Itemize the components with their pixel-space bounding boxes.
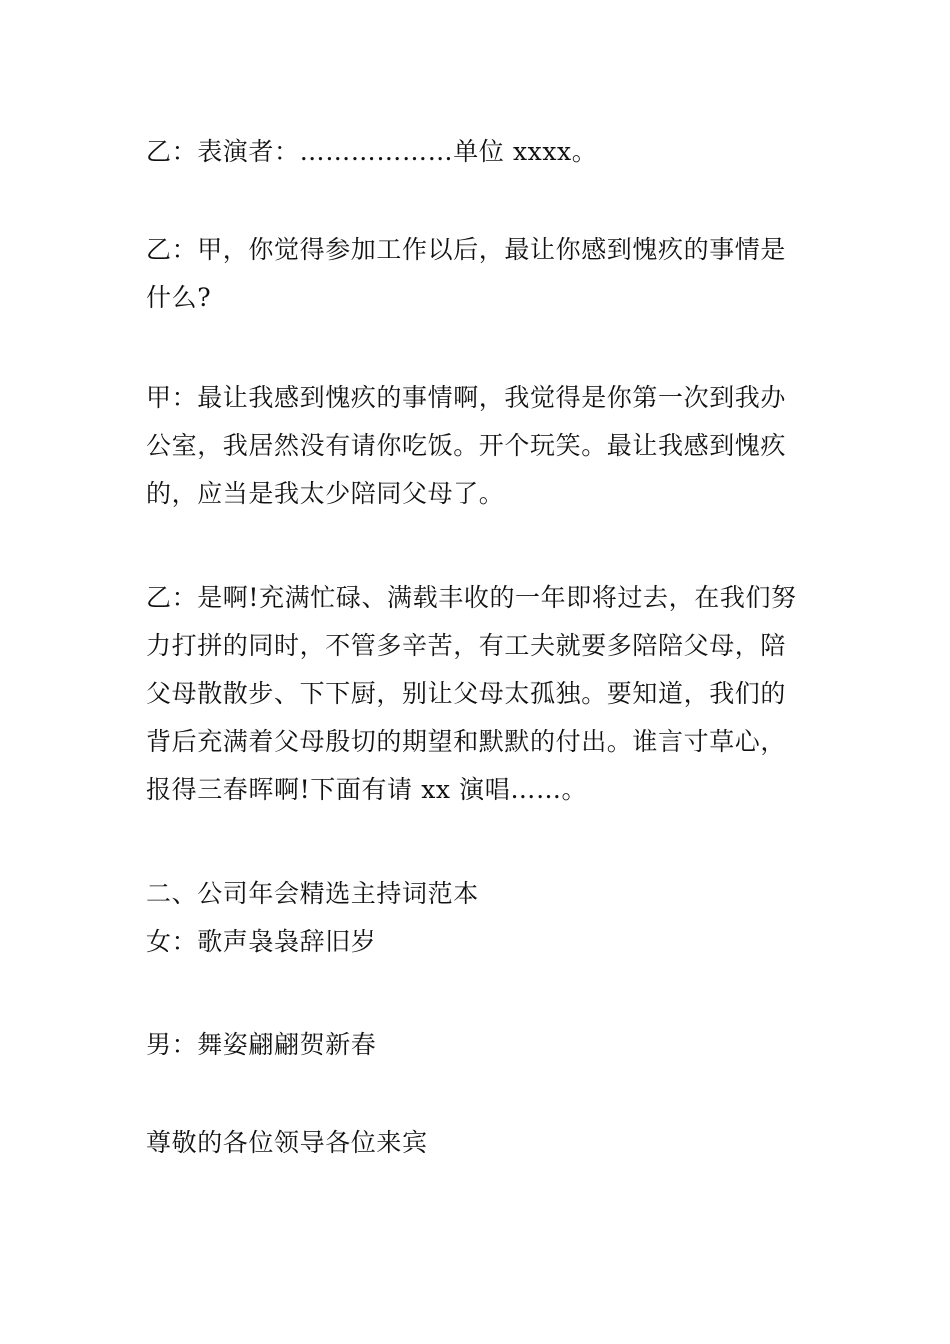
text-line: 女：歌声袅袅辞旧岁 — [146, 927, 377, 956]
text-line: 乙：是啊!充满忙碌、满载丰收的一年即将过去，在我们努 — [146, 583, 797, 612]
text-line: 背后充满着父母殷切的期望和默默的付出。谁言寸草心， — [146, 727, 787, 756]
text-line: 尊敬的各位领导各位来宾 — [146, 1128, 428, 1157]
text-line: 公室，我居然没有请你吃饭。开个玩笑。最让我感到愧疚 — [146, 431, 787, 460]
paragraph-performer — [146, 128, 810, 176]
section-heading-block — [146, 870, 810, 966]
text-line: 报得三春晖啊!下面有请 xx 演唱……。 — [146, 775, 588, 804]
text-line: 男：舞姿翩翩贺新春 — [146, 1030, 377, 1059]
text-line: 力打拼的同时，不管多辛苦，有工夫就要多陪陪父母，陪 — [146, 631, 787, 660]
section-heading: 二、公司年会精选主持词范本 — [146, 879, 479, 908]
paragraph-question — [146, 226, 810, 322]
paragraph-greeting — [146, 1119, 810, 1167]
text-line: 乙：表演者：………………单位 xxxx。 — [146, 137, 598, 166]
paragraph-male-line — [146, 1021, 810, 1069]
text-line: 乙：甲，你觉得参加工作以后，最让你感到愧疚的事情是 — [146, 235, 787, 264]
text-line: 甲：最让我感到愧疚的事情啊，我觉得是你第一次到我办 — [146, 383, 787, 412]
text-line: 父母散散步、下下厨，别让父母太孤独。要知道，我们的 — [146, 679, 787, 708]
paragraph-reply — [146, 574, 810, 814]
text-line: 什么? — [146, 283, 212, 312]
text-line: 的，应当是我太少陪同父母了。 — [146, 479, 505, 508]
paragraph-answer — [146, 374, 810, 518]
